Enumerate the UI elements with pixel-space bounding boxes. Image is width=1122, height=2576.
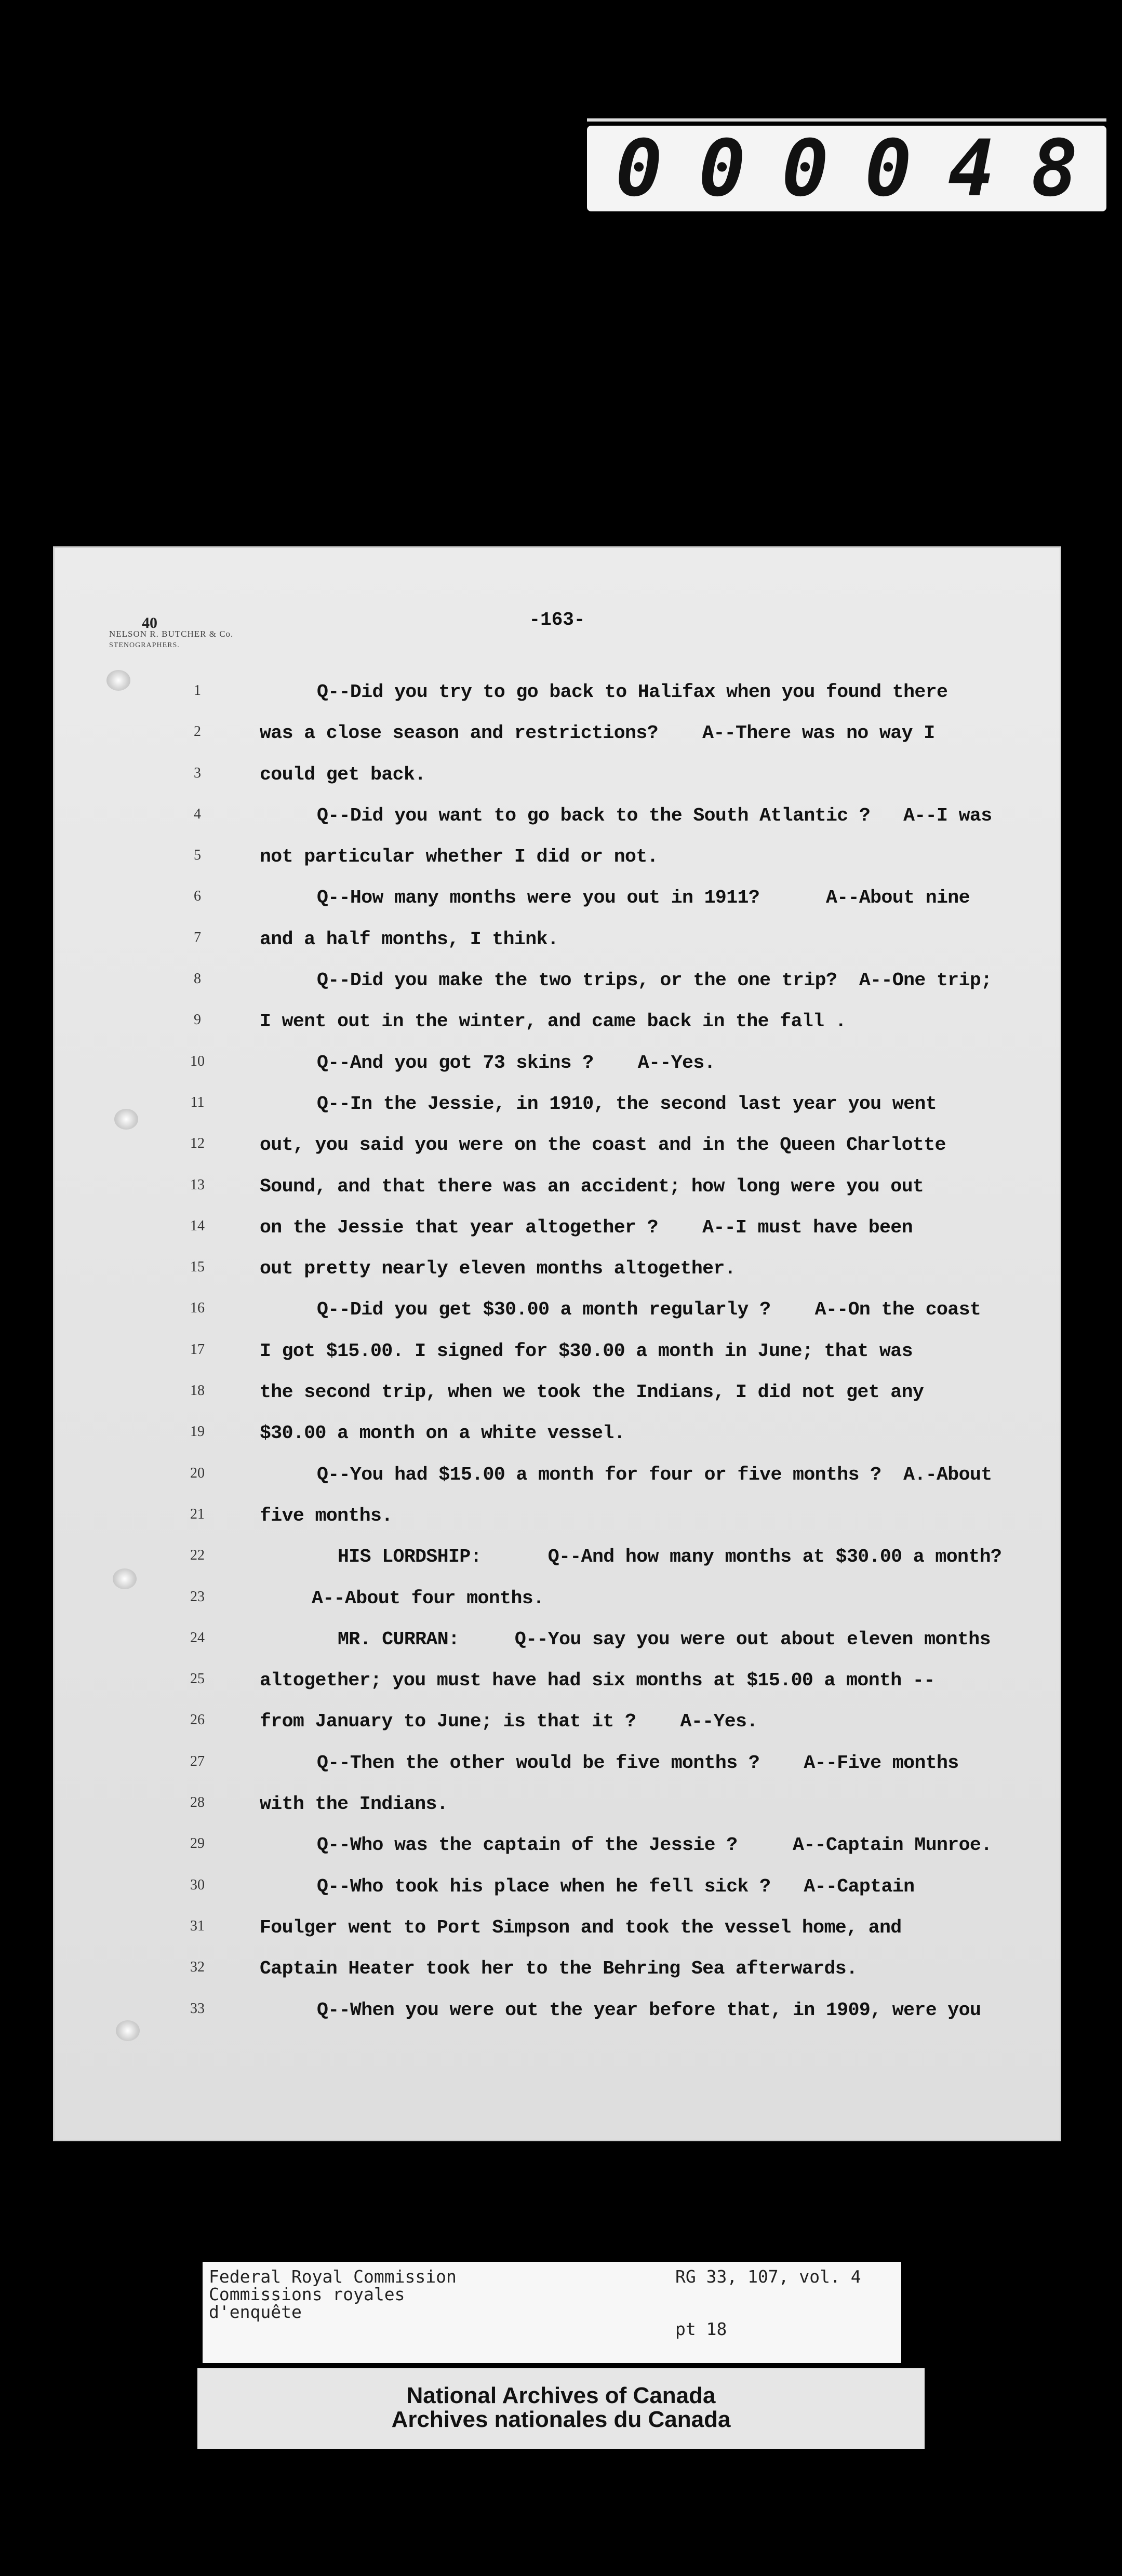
line-number: 6: [194, 888, 201, 905]
transcript-line: HIS LORDSHIP: Q--And how many months at $30.00 a month?: [338, 1546, 1002, 1568]
line-number: 2: [194, 723, 201, 740]
transcript-line: I went out in the winter, and came back in the fall .: [260, 1011, 847, 1032]
line-number: 1: [194, 682, 201, 699]
page-heading: -163-: [529, 609, 585, 630]
collection-name-en: Federal Royal Commission: [209, 2266, 457, 2287]
line-number: 12: [190, 1135, 205, 1152]
transcript-line: Captain Heater took her to the Behring Sea afterwards.: [260, 1958, 858, 1980]
transcript-text: [260, 682, 1039, 2041]
line-number: 9: [194, 1012, 201, 1028]
transcript-line: Q--In the Jessie, in 1910, the second last year you went: [317, 1093, 937, 1115]
line-number: 7: [194, 929, 201, 946]
stenographer-name: NELSON R. BUTCHER & Co.: [109, 629, 234, 639]
line-number: 5: [194, 847, 201, 864]
transcript-line: Q--You had $15.00 a month for four or five months ? A.-About: [317, 1464, 992, 1485]
transcript-line: Q--Did you try to go back to Halifax when you found there: [317, 681, 948, 703]
transcript-line: I got $15.00. I signed for $30.00 a month in June; that was: [260, 1340, 913, 1362]
line-number: 31: [190, 1917, 205, 1934]
transcript-line: MR. CURRAN: Q--You say you were out about eleven months: [338, 1628, 991, 1650]
frame-digit: 0: [698, 123, 746, 214]
frame-digit: 0: [615, 123, 663, 214]
frame-digit: 8: [1031, 123, 1078, 214]
line-number: 20: [190, 1465, 205, 1481]
line-number: 21: [190, 1506, 205, 1522]
line-number: 14: [190, 1217, 205, 1234]
line-number: 24: [190, 1629, 205, 1646]
transcript-line: A--About four months.: [312, 1587, 544, 1609]
punch-hole: [114, 1109, 138, 1130]
line-number: 15: [190, 1259, 205, 1276]
line-number: 17: [190, 1341, 205, 1358]
transcript-line: was a close season and restrictions? A--There was no way I: [260, 722, 935, 744]
frame-digit: 0: [781, 123, 829, 214]
line-number: 11: [190, 1094, 205, 1110]
transcript-line: altogether; you must have had six months at $15.00 a month --: [260, 1670, 935, 1692]
transcript-line: could get back.: [260, 763, 426, 785]
transcript-line: out, you said you were on the coast and in the Queen Charlotte: [260, 1134, 946, 1156]
archives-name-en: National Archives of Canada: [406, 2383, 716, 2408]
archives-name-fr: Archives nationales du Canada: [391, 2407, 731, 2432]
transcript-line: the second trip, when we took the Indians, I did not get any: [260, 1381, 924, 1403]
transcript-line: Q--When you were out the year before that, in 1909, were you: [317, 1999, 981, 2021]
line-number: 25: [190, 1671, 205, 1687]
punch-hole: [106, 670, 130, 691]
stenographer-title: STENOGRAPHERS.: [109, 641, 180, 649]
line-number: 30: [190, 1876, 205, 1893]
punch-hole: [113, 1568, 137, 1589]
frame-digit: 0: [864, 123, 912, 214]
line-number: 33: [190, 2000, 205, 2017]
line-number: 16: [190, 1300, 205, 1317]
transcript-line: from January to June; is that it ? A--Yes.: [260, 1711, 758, 1733]
transcript-line: Foulger went to Port Simpson and took the vessel home, and: [260, 1916, 902, 1938]
line-number: 3: [194, 764, 201, 781]
archive-reference-label: [203, 2262, 901, 2363]
line-number: 32: [190, 1959, 205, 1976]
collection-name-fr-cont: d'enquête: [209, 2302, 302, 2322]
frame-digit: 4: [947, 123, 995, 214]
transcript-line: Q--Then the other would be five months ? A--Five months: [317, 1752, 959, 1774]
transcript-line: not particular whether I did or not.: [260, 846, 658, 868]
archives-banner: [197, 2368, 925, 2449]
transcript-line: Q--Who took his place when he fell sick ? A--Captain: [317, 1875, 915, 1897]
collection-name-fr: Commissions royales: [209, 2284, 405, 2304]
document-page: [55, 548, 1060, 2140]
line-number: 13: [190, 1176, 205, 1193]
line-number: 8: [194, 971, 201, 987]
line-number: 10: [190, 1053, 205, 1069]
stenographer-imprint: [109, 628, 233, 651]
line-number: 22: [190, 1547, 205, 1564]
collection-name: [209, 2268, 457, 2321]
line-number: 4: [194, 806, 201, 822]
transcript-line: and a half months, I think.: [260, 928, 559, 950]
line-number: 23: [190, 1588, 205, 1605]
part-number: pt 18: [675, 2319, 727, 2339]
line-number: 28: [190, 1794, 205, 1811]
transcript-line: Q--Did you make the two trips, or the one trip? A--One trip;: [317, 970, 992, 991]
frame-number-rule: [587, 118, 1106, 122]
transcript-line: on the Jessie that year altogether ? A--I must have been: [260, 1216, 913, 1238]
transcript-line: Q--And you got 73 skins ? A--Yes.: [317, 1052, 715, 1074]
line-number: 29: [190, 1835, 205, 1852]
transcript-line: Sound, and that there was an accident; how long were you out: [260, 1175, 924, 1197]
transcript-line: Q--How many months were you out in 1911? A--About nine: [317, 887, 970, 909]
transcript-line: Q--Who was the captain of the Jessie ? A--Captain Munroe.: [317, 1834, 992, 1856]
transcript-line: five months.: [260, 1505, 393, 1526]
line-number: 19: [190, 1424, 205, 1440]
punch-hole: [116, 2020, 140, 2041]
line-number-column: [174, 680, 221, 2040]
transcript-line: out pretty nearly eleven months altogether.: [260, 1258, 736, 1280]
record-group-reference: RG 33, 107, vol. 4: [675, 2266, 861, 2287]
page-number: 40: [142, 614, 157, 632]
transcript-line: Q--Did you get $30.00 a month regularly ? A--On the coast: [317, 1299, 981, 1321]
transcript-line: $30.00 a month on a white vessel.: [260, 1423, 625, 1444]
transcript-line: with the Indians.: [260, 1793, 448, 1815]
frame-number: [587, 123, 1106, 214]
line-number: 18: [190, 1383, 205, 1399]
transcript-line: Q--Did you want to go back to the South Atlantic ? A--I was: [317, 804, 992, 826]
line-number: 26: [190, 1712, 205, 1728]
line-number: 27: [190, 1753, 205, 1769]
